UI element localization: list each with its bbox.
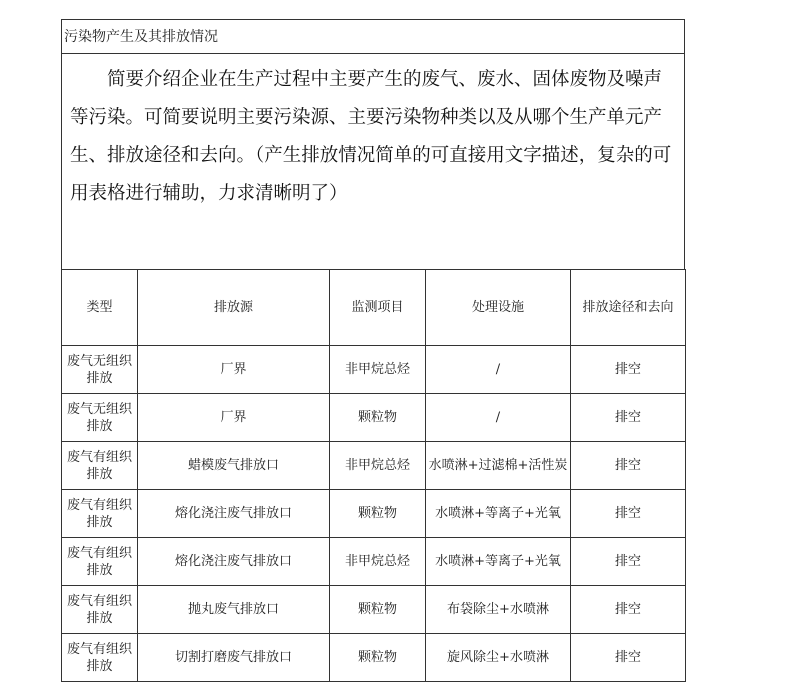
cell-type: 废气无组织排放 — [62, 346, 138, 394]
cell-source: 抛丸废气排放口 — [138, 586, 330, 634]
cell-source: 蜡模废气排放口 — [138, 442, 330, 490]
section-title: 污染物产生及其排放情况 — [61, 19, 685, 53]
cell-route: 排空 — [571, 442, 686, 490]
cell-item: 颗粒物 — [330, 394, 426, 442]
cell-facility: / — [426, 394, 571, 442]
table-row — [62, 490, 686, 538]
table-row — [62, 634, 686, 682]
cell-item: 颗粒物 — [330, 490, 426, 538]
table-row — [62, 538, 686, 586]
table-header-row — [62, 270, 686, 346]
cell-facility: 水喷淋+过滤棉+活性炭 — [426, 442, 571, 490]
cell-facility: 水喷淋+等离子+光氧 — [426, 538, 571, 586]
cell-type: 废气有组织排放 — [62, 538, 138, 586]
cell-route: 排空 — [571, 586, 686, 634]
cell-item: 非甲烷总烃 — [330, 346, 426, 394]
cell-type: 废气有组织排放 — [62, 634, 138, 682]
pollution-section — [61, 19, 685, 682]
cell-route: 排空 — [571, 346, 686, 394]
cell-type: 废气无组织排放 — [62, 394, 138, 442]
cell-route: 排空 — [571, 394, 686, 442]
emission-table — [61, 269, 686, 682]
cell-route: 排空 — [571, 538, 686, 586]
cell-facility: 水喷淋+等离子+光氧 — [426, 490, 571, 538]
section-intro: 简要介绍企业在生产过程中主要产生的废气、废水、固体废物及噪声等污染。可简要说明主要污染源、主要污染物种类以及从哪个生产单元产生、排放途径和去向。（产生排放情况简单的可直接用文字描述，复杂的可用表格进行辅助，力求清晰明了） — [61, 53, 685, 269]
cell-item: 颗粒物 — [330, 586, 426, 634]
cell-source: 熔化浇注废气排放口 — [138, 538, 330, 586]
cell-facility: 旋风除尘+水喷淋 — [426, 634, 571, 682]
cell-item: 非甲烷总烃 — [330, 442, 426, 490]
cell-item: 颗粒物 — [330, 634, 426, 682]
table-row — [62, 586, 686, 634]
cell-source: 熔化浇注废气排放口 — [138, 490, 330, 538]
table-row — [62, 394, 686, 442]
cell-source: 厂界 — [138, 394, 330, 442]
cell-source: 厂界 — [138, 346, 330, 394]
header-type: 类型 — [62, 270, 138, 346]
cell-facility: 布袋除尘+水喷淋 — [426, 586, 571, 634]
cell-type: 废气有组织排放 — [62, 586, 138, 634]
cell-type: 废气有组织排放 — [62, 442, 138, 490]
header-facility: 处理设施 — [426, 270, 571, 346]
cell-source: 切割打磨废气排放口 — [138, 634, 330, 682]
table-row — [62, 346, 686, 394]
header-route: 排放途径和去向 — [571, 270, 686, 346]
cell-route: 排空 — [571, 490, 686, 538]
cell-item: 非甲烷总烃 — [330, 538, 426, 586]
header-item: 监测项目 — [330, 270, 426, 346]
header-source: 排放源 — [138, 270, 330, 346]
cell-facility: / — [426, 346, 571, 394]
table-row — [62, 442, 686, 490]
cell-type: 废气有组织排放 — [62, 490, 138, 538]
cell-route: 排空 — [571, 634, 686, 682]
